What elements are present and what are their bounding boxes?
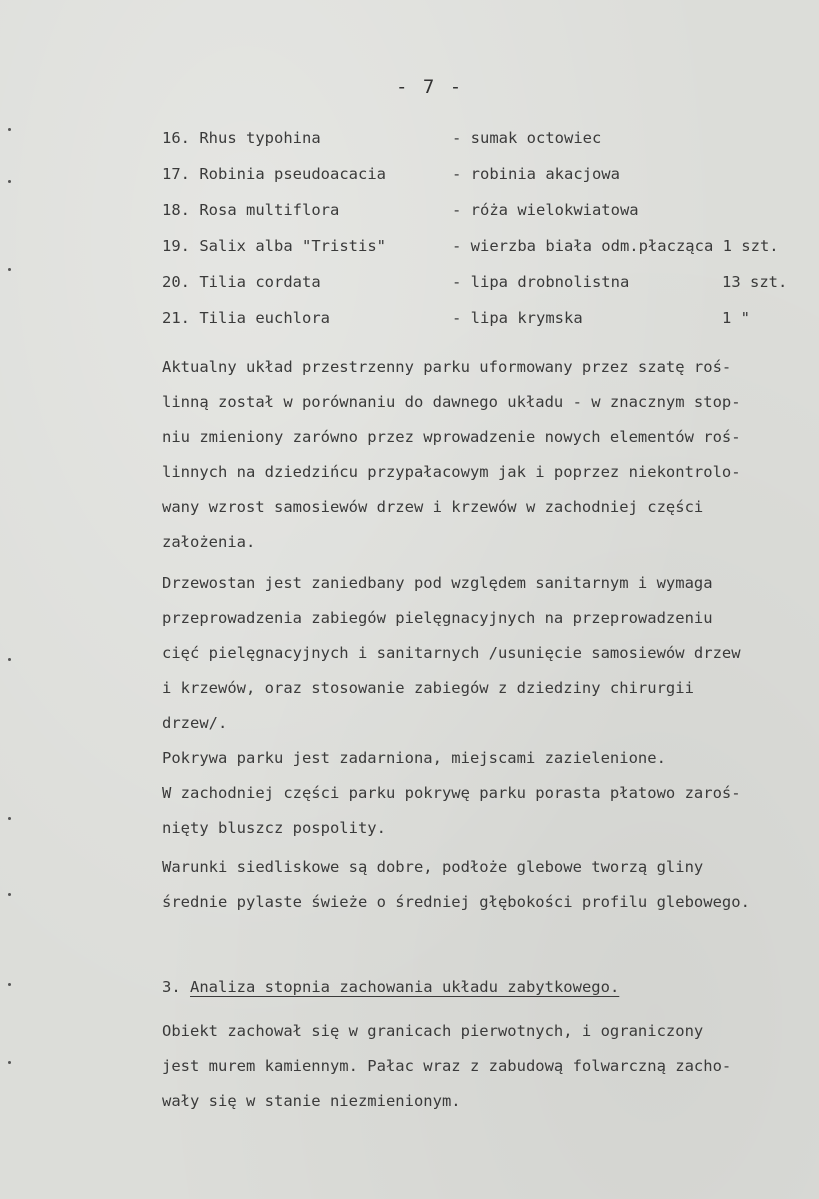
- species-polish: - róża wielokwiatowa: [452, 201, 639, 219]
- section-title: Analiza stopnia zachowania układu zabytkowego.: [190, 978, 620, 996]
- text-line: wany wzrost samosiewów drzew i krzewów w zachodniej części: [162, 498, 704, 516]
- species-polish: - wierzba biała odm.płacząca 1 szt.: [452, 237, 779, 255]
- text-line: i krzewów, oraz stosowanie zabiegów z dziedziny chirurgii: [162, 679, 694, 697]
- species-quantity: 1 ": [722, 309, 750, 327]
- text-line: cięć pielęgnacyjnych i sanitarnych /usunięcie samosiewów drzew: [162, 644, 741, 662]
- margin-speck: [8, 128, 11, 131]
- paragraph-ground-cover: [162, 741, 814, 846]
- margin-speck: [8, 893, 11, 896]
- paragraph-spatial-layout: [162, 350, 814, 560]
- text-line: Drzewostan jest zaniedbany pod względem sanitarnym i wymaga: [162, 574, 713, 592]
- text-line: założenia.: [162, 533, 256, 551]
- text-line: linnych na dziedzińcu przypałacowym jak i poprzez niekontrolo-: [162, 463, 741, 481]
- species-list: [162, 128, 812, 344]
- species-latin: 20. Tilia cordata: [162, 273, 321, 291]
- text-line: Obiekt zachował się w granicach pierwotnych, i ograniczony: [162, 1022, 704, 1040]
- species-row: [162, 200, 812, 236]
- paragraph-tree-stand: [162, 566, 814, 741]
- species-latin: 21. Tilia euchlora: [162, 309, 330, 327]
- species-polish: - robinia akacjowa: [452, 165, 620, 183]
- species-polish: - lipa krymska: [452, 309, 583, 327]
- text-line: W zachodniej części parku pokrywę parku porasta płatowo zaroś-: [162, 784, 741, 802]
- paragraph-preservation: [162, 1014, 814, 1119]
- text-line: jest murem kamiennym. Pałac wraz z zabudową folwarczną zacho-: [162, 1057, 732, 1075]
- text-line: Aktualny układ przestrzenny parku uformowany przez szatę roś-: [162, 358, 732, 376]
- text-line: nięty bluszcz pospolity.: [162, 819, 386, 837]
- text-line: Pokrywa parku jest zadarniona, miejscami zazielenione.: [162, 749, 666, 767]
- species-row: [162, 236, 812, 272]
- margin-speck: [8, 180, 11, 183]
- species-row: [162, 308, 812, 344]
- section-number: 3.: [162, 978, 181, 996]
- paragraph-habitat: [162, 850, 814, 920]
- species-quantity: 13 szt.: [722, 273, 788, 291]
- page-number: - 7 -: [396, 76, 464, 98]
- species-row: [162, 128, 812, 164]
- text-line: Warunki siedliskowe są dobre, podłoże glebowe tworzą gliny: [162, 858, 704, 876]
- margin-speck: [8, 817, 11, 820]
- text-line: średnie pylaste świeże o średniej głębokości profilu glebowego.: [162, 893, 750, 911]
- margin-speck: [8, 268, 11, 271]
- margin-speck: [8, 658, 11, 661]
- margin-speck: [8, 983, 11, 986]
- text-line: drzew/.: [162, 714, 228, 732]
- species-latin: 18. Rosa multiflora: [162, 201, 340, 219]
- text-line: przeprowadzenia zabiegów pielęgnacyjnych na przeprowadzeniu: [162, 609, 713, 627]
- species-row: [162, 164, 812, 200]
- text-line: linną został w porównaniu do dawnego układu - w znacznym stop-: [162, 393, 741, 411]
- text-line: wały się w stanie niezmienionym.: [162, 1092, 461, 1110]
- species-polish: - sumak octowiec: [452, 129, 602, 147]
- text-line: niu zmieniony zarówno przez wprowadzenie nowych elementów roś-: [162, 428, 741, 446]
- species-latin: 16. Rhus typohina: [162, 129, 321, 147]
- species-latin: 19. Salix alba "Tristis": [162, 237, 386, 255]
- species-polish: - lipa drobnolistna: [452, 273, 630, 291]
- margin-speck: [8, 1061, 11, 1064]
- species-row: [162, 272, 812, 308]
- section-heading: [162, 978, 619, 996]
- species-latin: 17. Robinia pseudoacacia: [162, 165, 386, 183]
